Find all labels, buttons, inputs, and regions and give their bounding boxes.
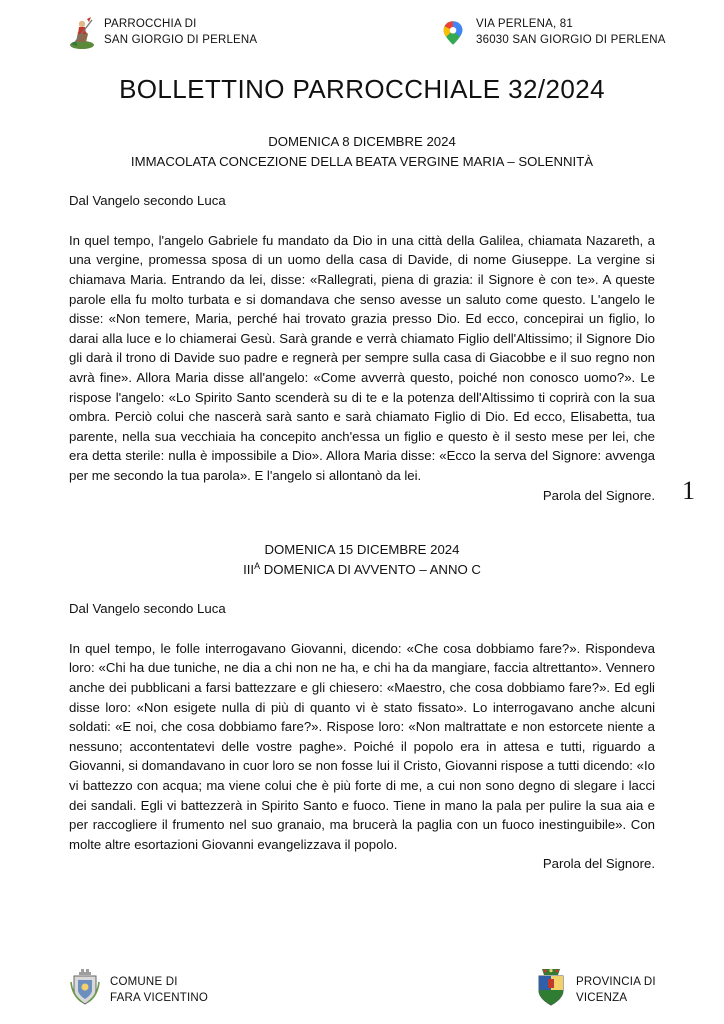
gospel-source: Dal Vangelo secondo Luca — [69, 193, 226, 209]
section-date: DOMENICA 8 DICEMBRE 2024 — [268, 134, 456, 149]
section-date: DOMENICA 15 DICEMBRE 2024 — [264, 542, 460, 557]
section-heading — [69, 132, 655, 171]
gospel-section-1 — [69, 132, 655, 505]
address-line-1: VIA PERLENA, 81 — [476, 18, 573, 30]
address-header — [442, 16, 666, 50]
province-line-1: PROVINCIA DI — [576, 976, 656, 988]
feast-name: DOMENICA DI AVVENTO – ANNO C — [260, 561, 481, 577]
gospel-source: Dal Vangelo secondo Luca — [69, 601, 226, 617]
feast-ordinal-suffix: A — [254, 560, 261, 571]
municipal-crest-icon — [70, 968, 100, 1006]
section-feast — [69, 560, 655, 580]
page-number: 1 — [682, 476, 695, 505]
address-line-2: 36030 SAN GIORGIO DI PERLENA — [476, 34, 666, 46]
map-pin-icon — [442, 16, 464, 50]
section-feast: IMMACOLATA CONCEZIONE DELLA BEATA VERGINE MARIA – SOLENNITÀ — [130, 153, 594, 169]
closing-formula: Parola del Signore. — [542, 856, 655, 872]
province-footer — [536, 968, 656, 1006]
section-heading — [69, 540, 655, 579]
gospel-text: In quel tempo, l'angelo Gabriele fu mandato da Dio in una città della Galilea, chiamata Nazareth, a una vergine, promessa sposa di un uomo della casa di Davide, di nome Giuseppe. La vergine si chiamava Maria. Entrando da lei, disse: «Rallegrati, piena di grazia: il Signore è con te». A queste parole ella fu molto turbata e si domandava che senso avesse un saluto come questo. L'angelo le disse: «Non temere, Maria, perché hai trovato grazia presso Dio. Ed ecco, concepirai un figlio, lo darai alla luce e lo chiamerai Gesù. Sarà grande e verrà chiamato Figlio dell'Altissimo; il Signore Dio gli darà il trono di Davide suo padre e regnerà per sempre sulla casa di Giacobbe e il suo regno non avrà fine». Allora Maria disse all'angelo: «Come avverrà questo, poiché non conosco uomo?». Le rispose l'angelo: «Lo Spirito Santo scenderà su di te e la potenza dell'Altissimo ti coprirà con la sua ombra. Perciò colui che nascerà sarà santo e sarà chiamato Figlio di Dio. Ed ecco, Elisabetta, tua parente, nella sua vecchiaia ha concepito anch'essa un figlio e questo è il sesto mese per lei, che era detta sterile: nulla è impossibile a Dio». Allora Maria disse: «Ecco la serva del Signore: avvenga per me secondo la tua parola». E l'angelo si allontanò da lei. — [69, 232, 655, 483]
municipality-footer — [70, 968, 208, 1006]
feast-ordinal: III — [243, 561, 255, 577]
parish-line-2: SAN GIORGIO DI PERLENA — [104, 34, 258, 46]
closing-formula: Parola del Signore. — [542, 487, 655, 503]
gospel-text: In quel tempo, le folle interrogavano Giovanni, dicendo: «Che cosa dobbiamo fare?». Rispondeva loro: «Chi ha due tuniche, ne dia a chi non ne ha, e chi ha da mangiare, faccia altrettanto». Vennero anche dei pubblicani a farsi battezzare e gli chiesero: «Maestro, che cosa dobbiamo fare?». Ed egli disse loro: «Non esigete nulla di più di quanto vi è stato fissato». Lo interrogavano anche alcuni soldati: «E noi, che cosa dobbiamo fare?». Rispose loro: «Non maltrattate e non estorcete niente a nessuno; accontentatevi delle vostre paghe». Poiché il popolo era in attesa e tutti, riguardo a Giovanni, si domandavano in cuor loro se non fosse lui il Cristo, Giovanni rispose a tutti dicendo: «Io vi battezzo con acqua; ma viene colui che è più forte di me, a cui non sono degno di slegare i lacci dei sandali. Egli vi battezzerà in Spirito Santo e fuoco. Tiene in mano la pala per pulire la sua aia e per raccogliere il frumento nel suo granaio, ma brucerà la paglia con un fuoco inestinguibile». Con molte altre esortazioni Giovanni evangelizzava il popolo. — [69, 640, 655, 852]
province-crest-icon — [536, 968, 566, 1006]
parish-header — [68, 16, 257, 50]
parish-line-1: PARROCCHIA DI — [104, 18, 197, 30]
municipality-line-1: COMUNE DI — [110, 976, 178, 988]
province-line-2: VICENZA — [576, 992, 628, 1004]
municipality-line-2: FARA VICENTINO — [110, 992, 209, 1004]
saint-george-icon — [68, 16, 96, 50]
bulletin-title: BOLLETTINO PARROCCHIALE 32/2024 — [119, 74, 605, 104]
gospel-section-2 — [69, 540, 655, 874]
